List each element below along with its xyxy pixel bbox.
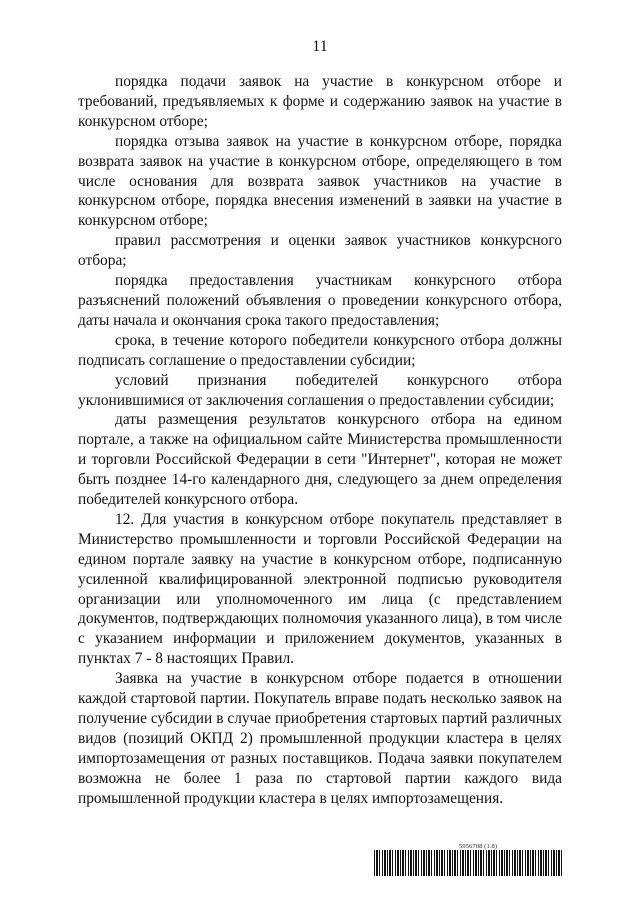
document-code: 5956708 (1.8) — [459, 843, 498, 850]
page-number: 11 — [312, 38, 328, 55]
document-body — [78, 72, 562, 809]
paragraph: даты размещения результатов конкурсного отбора на едином портале, а также на официальном сайте Министерства промышленности и торговли Российской Федерации в сети "Интернет", которая не может быть позднее 14-го календарного дня, следующего за днем определения победителей конкурсного отбора. — [78, 411, 562, 509]
paragraph: условий признания победителей конкурсного отбора уклонившимися от заключения соглашения о предоставлении субсидии; — [78, 371, 562, 409]
paragraph: срока, в течение которого победители конкурсного отбора должны подписать соглашение о предоставлении субсидии; — [78, 331, 562, 369]
paragraph: 12. Для участия в конкурсном отборе покупатель представляет в Министерство промышленности и торговли Российской Федерации на едином портале заявку на участие в конкурсном отборе, подписанную усиленной квалифицированной электронной подписью руководителя организации или уполномоченного им лица (с представлением документов, подтверждающих полномочия указанного лица), в том числе с указанием информации и приложением документов, указанных в пунктах 7 - 8 настоящих Правил. — [78, 510, 562, 668]
barcode-image — [374, 850, 564, 876]
paragraph: порядка подачи заявок на участие в конкурсном отборе и требований, предъявляемых к форме и содержанию заявок на участие в конкурсном отборе; — [78, 73, 562, 130]
paragraph: Заявка на участие в конкурсном отборе подается в отношении каждой стартовой партии. Покупатель вправе подать несколько заявок на получение субсидии в случае приобретения стартовых партий различных видов (позиций ОКПД 2) промышленной продукции кластера в целях импортозамещения от разных поставщиков. Подача заявки покупателем возможна не более 1 раза по стартовой партии каждого вида промышленной продукции кластера в целях импортозамещения. — [78, 670, 562, 807]
paragraph: порядка отзыва заявок на участие в конкурсном отборе, порядка возврата заявок на участие в конкурсном отборе, определяющего в том числе основания для возврата заявок участников на участие в конкурсном отборе, порядка внесения изменений в заявки на участие в конкурсном отборе; — [78, 132, 562, 230]
paragraph: правил рассмотрения и оценки заявок участников конкурсного отбора; — [78, 232, 562, 270]
paragraph: порядка предоставления участникам конкурсного отбора разъяснений положений объявления о проведении конкурсного отбора, даты начала и окончания срока такого предоставления; — [78, 272, 562, 329]
